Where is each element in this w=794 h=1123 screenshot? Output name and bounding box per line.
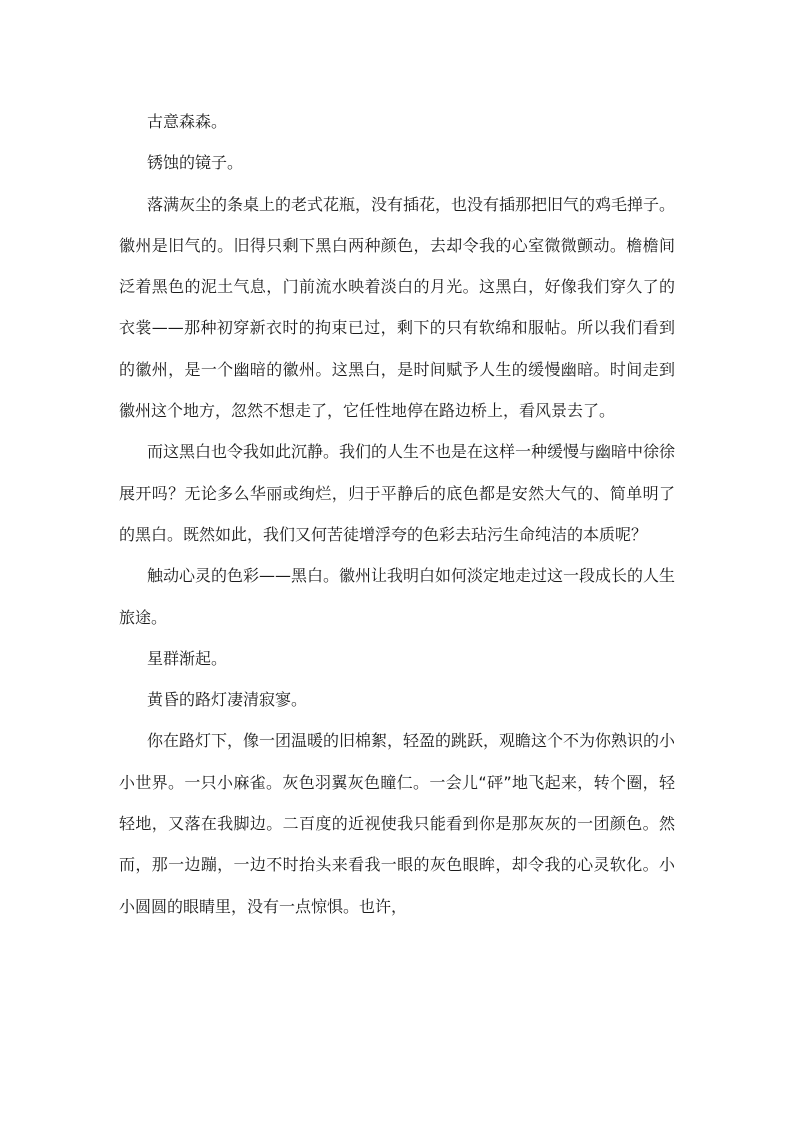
document-body bbox=[119, 101, 675, 927]
paragraph-6: 星群渐起。 bbox=[147, 648, 228, 668]
paragraph-8: 你在路灯下，像一团温暖的旧棉絮，轻盈的跳跃，观瞻这个不为你熟识的小小世界。一只小麻雀。灰色羽翼灰色瞳仁。一会儿“砰”地飞起来，转个圈，轻轻地，又落在我脚边。二百度的近视使我只能看到你是那灰灰的一团颜色。然而，那一边蹦，一边不时抬头来看我一眼的灰色眼眸，却令我的心灵软化。小小圆圆的眼睛里，没有一点惊惧。也许， bbox=[119, 731, 676, 916]
paragraph-5: 触动心灵的色彩——黑白。徽州让我明白如何淡定地走过这一段成长的人生旅途。 bbox=[119, 566, 676, 627]
paragraph-4: 而这黑白也令我如此沉静。我们的人生不也是在这样一种缓慢与幽暗中徐徐展开吗？无论多么华丽或绚烂，归于平静后的底色都是安然大气的、简单明了的黑白。既然如此，我们又何苦徒增浮夸的色彩去玷污生命纯洁的本质呢？ bbox=[119, 442, 676, 544]
paragraph-1: 古意森森。 bbox=[147, 112, 228, 131]
paragraph-2: 锈蚀的镜子。 bbox=[147, 153, 244, 173]
paragraph-3: 落满灰尘的条桌上的老式花瓶，没有插花，也没有插那把旧气的鸡毛掸子。徽州是旧气的。旧得只剩下黑白两种颜色，去却令我的心室微微颤动。檐檐间泛着黑色的泥土气息，门前流水映着淡白的月光。这黑白，好像我们穿久了的衣裳——那种初穿新衣时的拘束已过，剩下的只有软绵和服帖。所以我们看到的徽州，是一个幽暗的徽州。这黑白，是时间赋予人生的缓慢幽暗。时间走到徽州这个地方，忽然不想走了，它任性地停在路边桥上，看风景去了。 bbox=[119, 194, 676, 421]
paragraph-7: 黄昏的路灯凄清寂寥。 bbox=[147, 690, 308, 710]
